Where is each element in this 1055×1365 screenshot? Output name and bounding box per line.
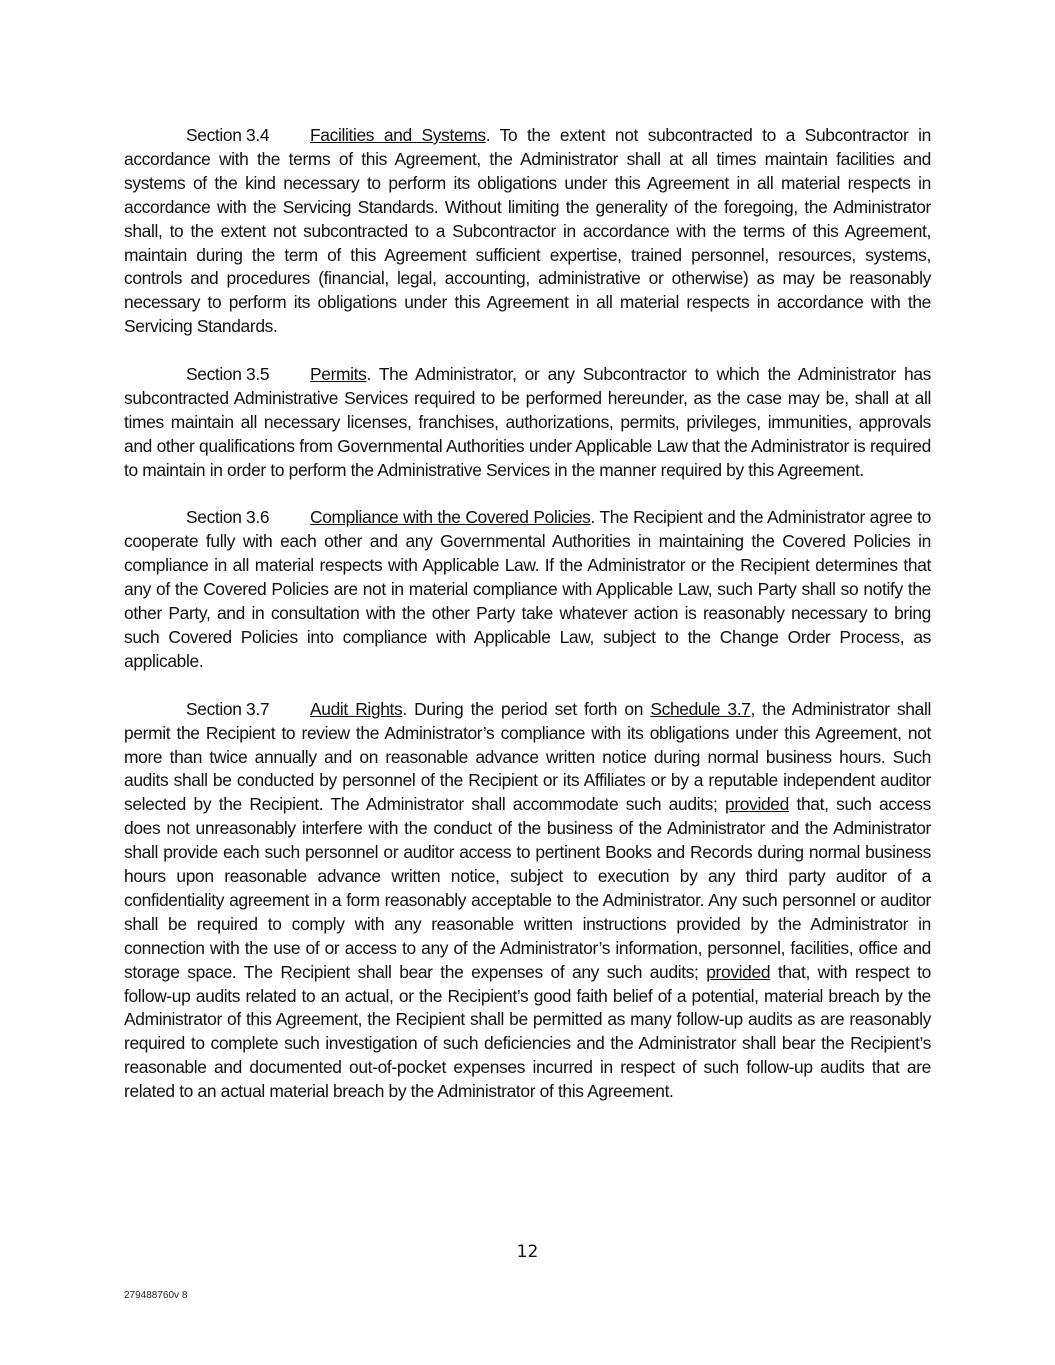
- section-text: . The Administrator, or any Subcontractor to which the Administrator has subcontracted Administrative Services required to be performed hereunder, as the case may be, shall at all times maintain all necessary licenses, franchises, authorizations, permits, privileges, immunities, approvals and other qualifications from Governmental Authorities under Applicable Law that the Administrator is required to maintain in order to perform the Administrative Services in the manner required by this Agreement.: [124, 364, 931, 480]
- section-number: Section 3.5: [186, 364, 270, 385]
- section-text: . To the extent not subcontracted to a Subcontractor in accordance with the terms of this Agreement, the Administrator shall at all times maintain facilities and systems of the kind necessary to perform its obligations under this Agreement in all material respects in accordance with the Servicing Standards. Without limiting the generality of the foregoing, the Administrator shall, to the extent not subcontracted to a Subcontractor in accordance with the terms of this Agreement, maintain during the term of this Agreement sufficient expertise, trained personnel, resources, systems, controls and procedures (financial, legal, accounting, administrative or otherwise) as may be reasonably necessary to perform its obligations under this Agreement in all material respects in accordance with the Servicing Standards.: [124, 125, 931, 337]
- section-3-7: [124, 698, 931, 1104]
- schedule-reference: Schedule 3.7: [650, 698, 751, 719]
- document-body: [124, 124, 931, 1128]
- section-text: . The Recipient and the Administrator agree to cooperate fully with each other and any Governmental Authorities in maintaining the Covered Policies in compliance in all material respects with Applicable Law. If the Administrator or the Recipient determines that any of the Covered Policies are not in material compliance with Applicable Law, such Party shall so notify the other Party, and in consultation with the other Party take whatever action is reasonably necessary to bring such Covered Policies into compliance with Applicable Law, subject to the Change Order Process, as applicable.: [124, 507, 931, 671]
- section-title: Audit Rights: [310, 698, 403, 719]
- section-title: Facilities and Systems: [310, 125, 486, 145]
- section-text: , the Administrator shall permit the Recipient to review the Administrator’s compliance with its obligations under this Agreement, not more than twice annually and on reasonable advance written notice during normal business hours. Such audits shall be conducted by personnel of the Recipient or its Affiliates or by a reputable independent auditor selected by the Recipient. The Administrator shall accommodate such audits;: [124, 698, 931, 815]
- section-number: Section 3.4: [186, 125, 270, 145]
- section-text: that, such access does not unreasonably interfere with the conduct of the business of the Administrator and the Administrator shall provide each such personnel or auditor access to pertinent Books and Records during normal business hours upon reasonable advance written notice, subject to execution by any third party auditor of a confidentiality agreement in a form reasonably acceptable to the Administrator. Any such personnel or auditor shall be required to comply with any reasonable written instructions provided by the Administrator in connection with the use of or access to any of the Administrator’s information, personnel, facilities, office and storage space. The Recipient shall bear the expenses of any such audits;: [124, 794, 931, 982]
- page-number: 12: [516, 1242, 539, 1262]
- document-id: 279488760v 8: [124, 1290, 188, 1301]
- section-text: . During the period set forth on: [402, 698, 651, 719]
- section-number: Section 3.6: [186, 507, 270, 528]
- provided-term: provided: [725, 794, 789, 815]
- section-number: Section 3.7: [186, 698, 270, 719]
- section-3-4: [124, 124, 931, 339]
- section-3-5: [124, 363, 931, 483]
- section-3-6: [124, 506, 931, 673]
- provided-term: provided: [706, 961, 771, 982]
- section-text: that, with respect to follow-up audits related to an actual, or the Recipient’s good faith belief of a potential, material breach by the Administrator of this Agreement, the Recipient shall be permitted as many follow-up audits as are reasonably required to complete such investigation of such deficiencies and the Administrator shall bear the Recipient’s reasonable and documented out-of-pocket expenses incurred in respect of such follow-up audits that are related to an actual material breach by the Administrator of this Agreement.: [124, 961, 931, 1102]
- section-title: Permits: [310, 364, 367, 385]
- section-title: Compliance with the Covered Policies: [310, 507, 591, 528]
